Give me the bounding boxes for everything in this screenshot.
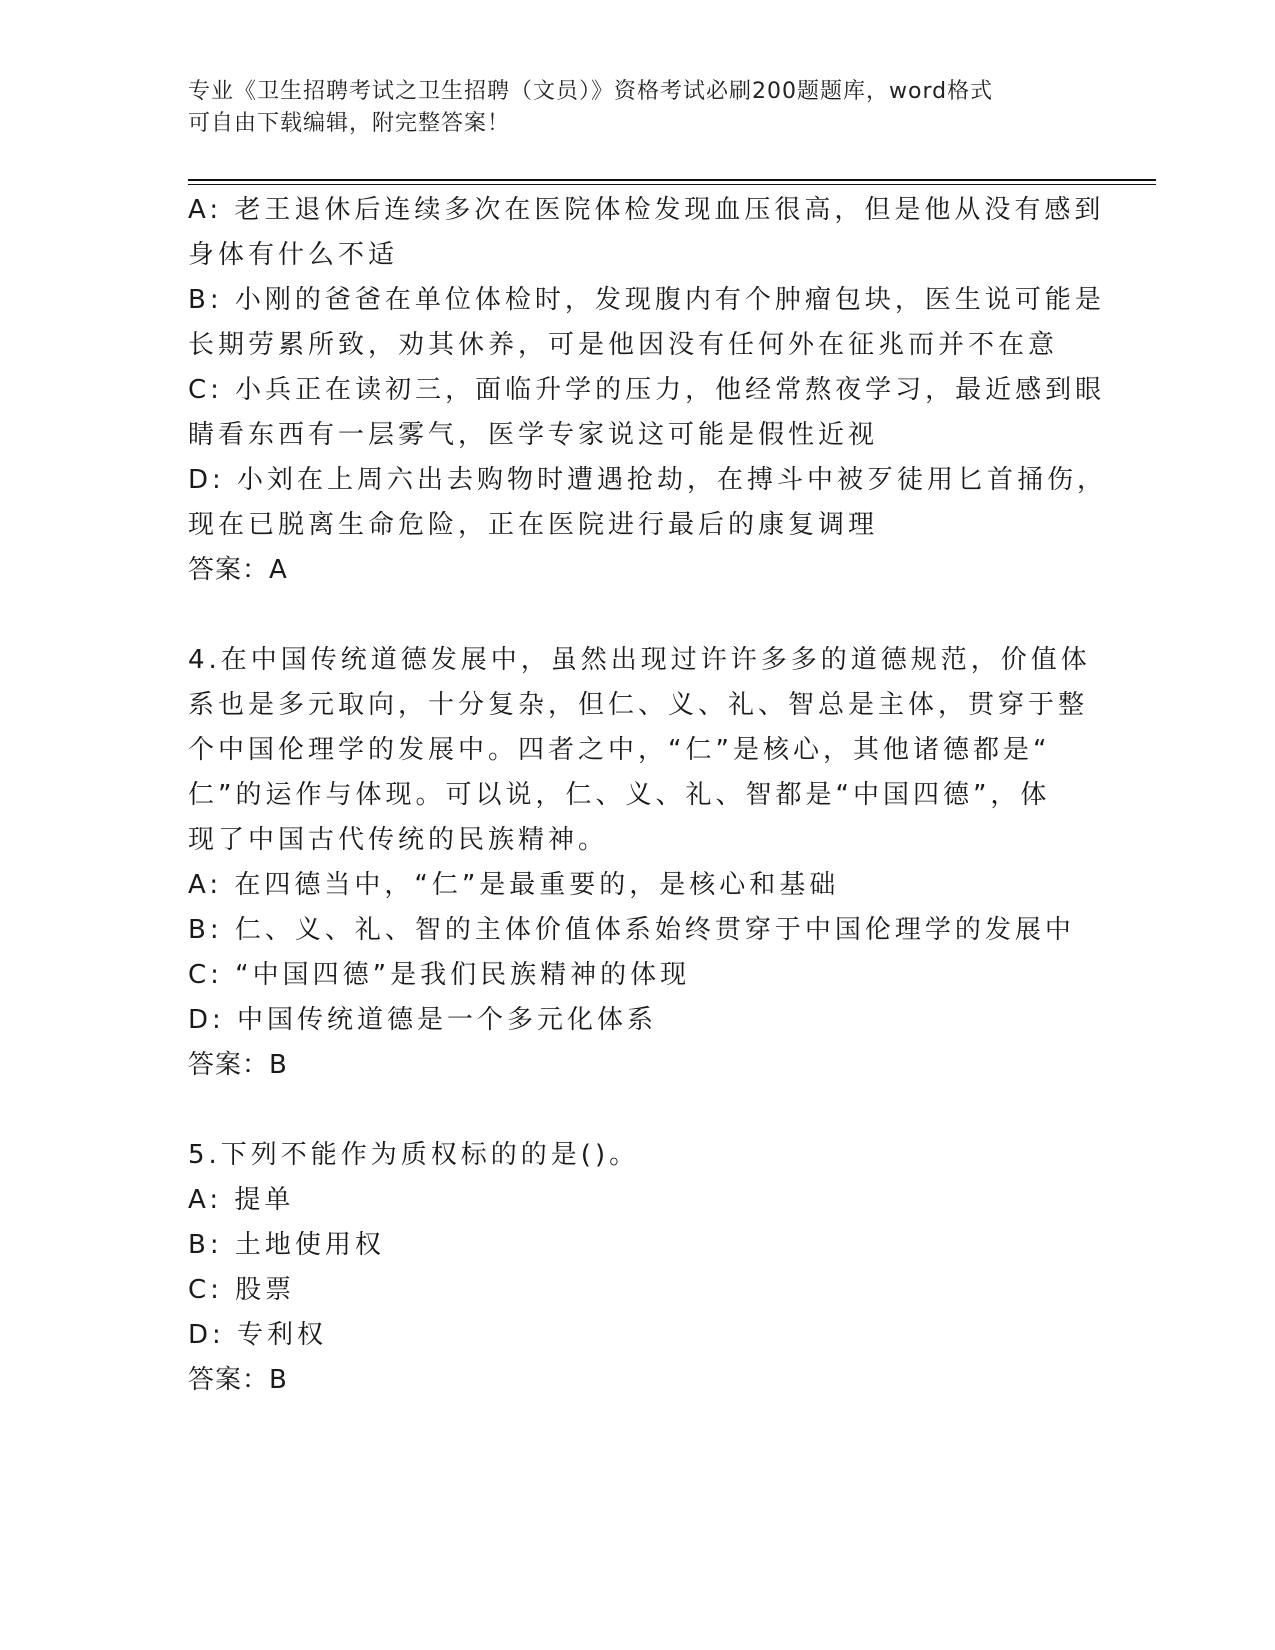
option-line: B: 小刚的爸爸在单位体检时，发现腹内有个肿瘤包块，医生说可能是 — [188, 285, 1105, 315]
question-5-option-c: C: 股票 — [188, 1275, 296, 1305]
question-5 — [188, 1133, 1088, 1403]
question-5-stem: 5.下列不能作为质权标的的是()。 — [188, 1140, 640, 1170]
header-divider — [188, 179, 1156, 181]
header-title-line-1: 专业《卫生招聘考试之卫生招聘（文员）》资格考试必刷200题题库，word格式 — [188, 79, 994, 104]
option-line: 身体有什么不适 — [188, 240, 399, 270]
question-3-option-c — [188, 368, 1106, 458]
question-4-option-d: D: 中国传统道德是一个多元化体系 — [188, 1005, 658, 1035]
question-3-answer: 答案：A — [188, 555, 288, 585]
question-5-option-a: A: 提单 — [188, 1185, 295, 1215]
document-header — [188, 76, 1068, 140]
header-divider-thin — [188, 184, 1156, 185]
question-5-option-b: B: 土地使用权 — [188, 1230, 385, 1260]
question-4-stem — [188, 638, 1091, 863]
question-4-answer: 答案：B — [188, 1050, 288, 1080]
stem-line: 现了中国古代传统的民族精神。 — [188, 825, 609, 855]
option-line: 睛看东西有一层雾气，医学专家说这可能是假性近视 — [188, 420, 879, 450]
option-line: D: 小刘在上周六出去购物时遭遇抢劫，在搏斗中被歹徒用匕首捅伤， — [188, 465, 1108, 495]
option-line: 现在已脱离生命危险，正在医院进行最后的康复调理 — [188, 510, 879, 540]
header-title-line-2: 可自由下载编辑，附完整答案！ — [188, 111, 511, 136]
question-3-option-d — [188, 458, 1108, 548]
question-4-option-a: A: 在四德当中，“仁”是最重要的，是核心和基础 — [188, 870, 840, 900]
question-4-option-c: C: “中国四德”是我们民族精神的体现 — [188, 960, 691, 990]
question-4 — [188, 638, 1091, 1088]
question-3-option-a — [188, 188, 1105, 278]
question-5-option-d: D: 专利权 — [188, 1320, 328, 1350]
option-line: C: 小兵正在读初三，面临升学的压力，他经常熬夜学习，最近感到眼 — [188, 375, 1106, 405]
stem-line: 个中国伦理学的发展中。四者之中，“仁”是核心，其他诸德都是“ — [188, 735, 1051, 765]
question-4-option-b: B: 仁、义、礼、智的主体价值体系始终贯穿于中国伦理学的发展中 — [188, 915, 1075, 945]
question-list — [188, 188, 1108, 1403]
question-3 — [188, 188, 1108, 593]
spacer — [188, 1088, 1088, 1133]
stem-line: 4.在中国传统道德发展中，虽然出现过许许多多的道德规范，价值体 — [188, 645, 1091, 675]
spacer — [188, 593, 1088, 638]
stem-line: 仁”的运作与体现。可以说，仁、义、礼、智都是“中国四德”，体 — [188, 780, 1051, 810]
stem-line: 系也是多元取向，十分复杂，但仁、义、礼、智总是主体，贯穿于整 — [188, 690, 1089, 720]
question-5-answer: 答案：B — [188, 1365, 288, 1395]
question-3-option-b — [188, 278, 1105, 368]
option-line: A: 老王退休后连续多次在医院体检发现血压很高，但是他从没有感到 — [188, 195, 1105, 225]
option-line: 长期劳累所致，劝其休养，可是他因没有任何外在征兆而并不在意 — [188, 330, 1059, 360]
